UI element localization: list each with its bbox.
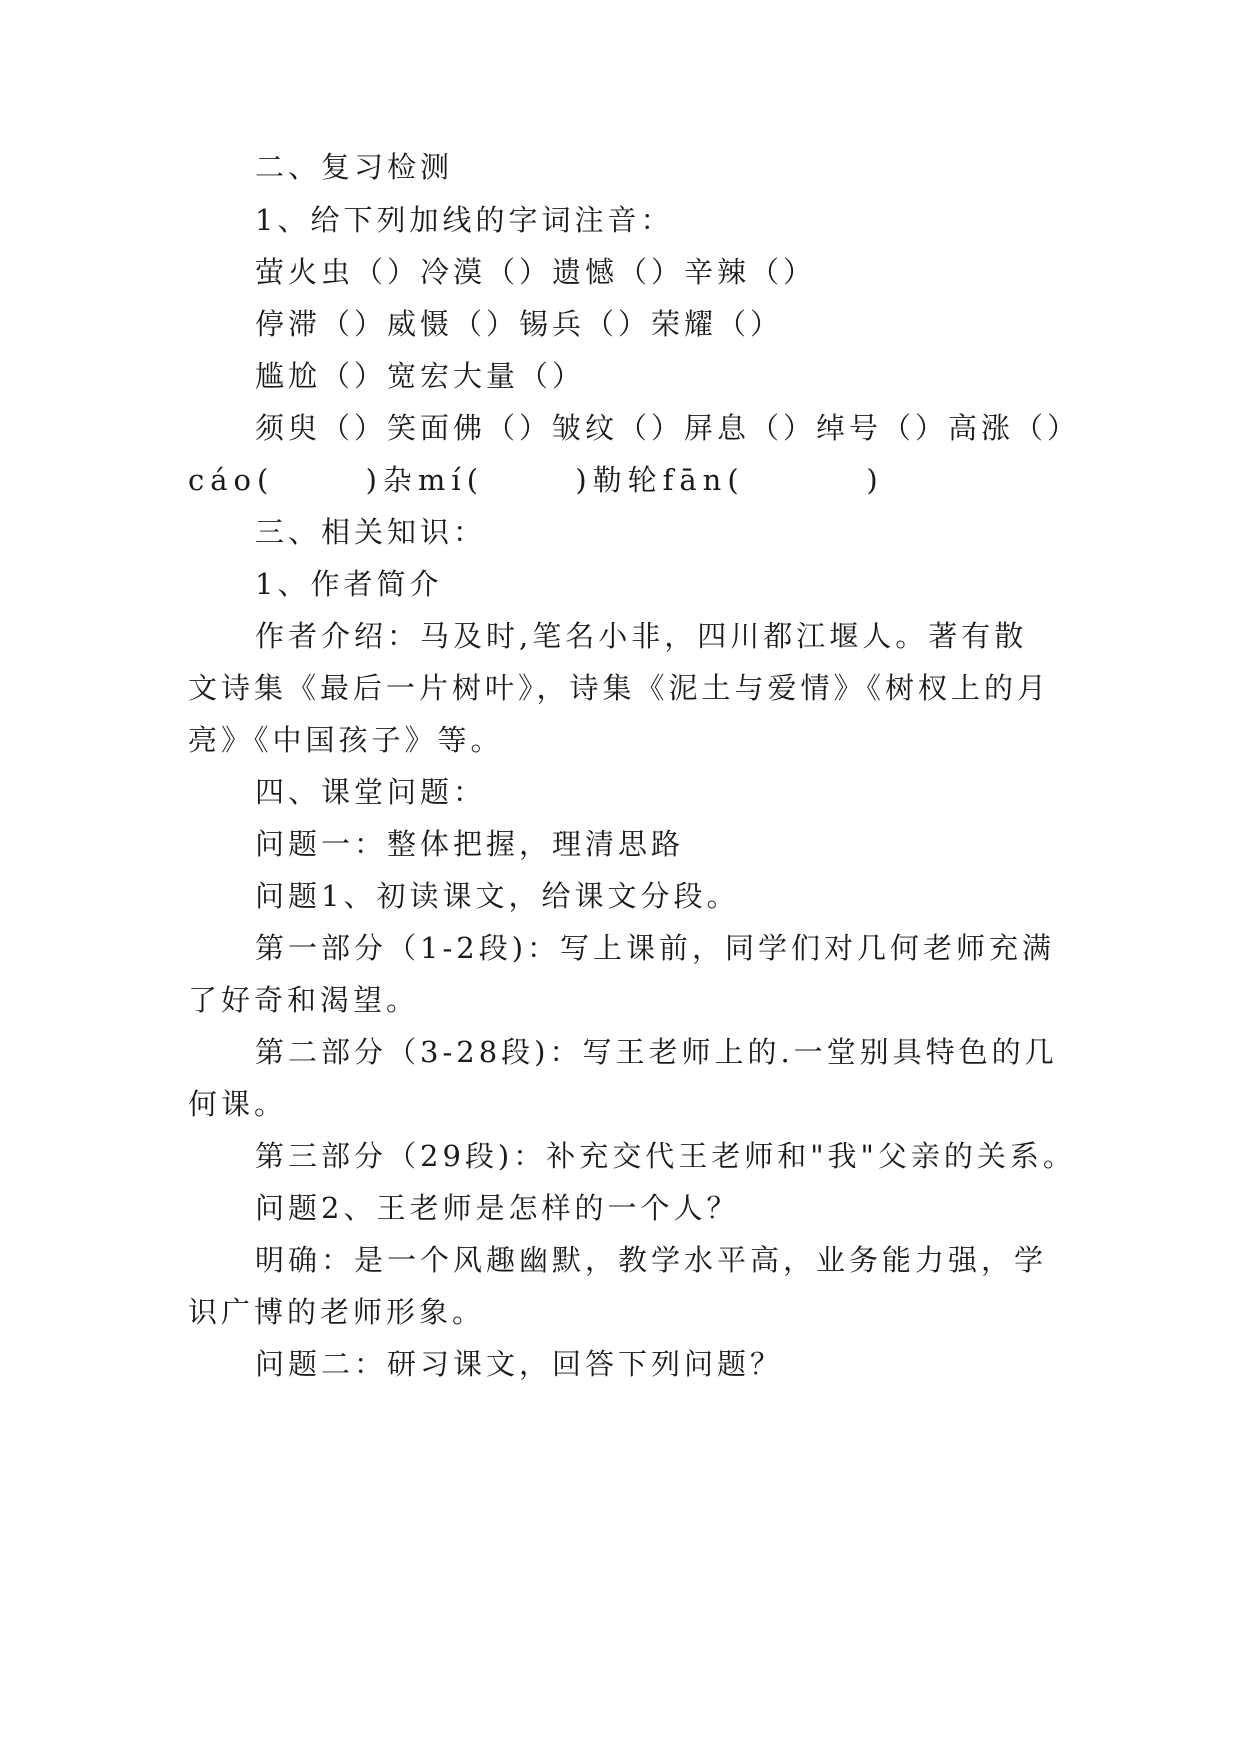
answer-line-1: 明确：是一个风趣幽默，教学水平高，业务能力强，学 bbox=[255, 1243, 1048, 1277]
pinyin-row-2: 停滞（）威慑（）锡兵（）荣耀（） bbox=[255, 307, 784, 341]
subheading-author: 1、作者简介 bbox=[255, 567, 443, 601]
author-intro-line-3: 亮》《中国孩子》等。 bbox=[188, 723, 504, 757]
question-1-segment: 问题1、初读课文，给课文分段。 bbox=[255, 879, 740, 913]
pinyin-row-4: 须臾（）笑面佛（）皱纹（）屏息（）绰号（）高涨（） bbox=[255, 411, 1081, 445]
heading-knowledge: 三、相关知识： bbox=[255, 515, 487, 549]
part-one-line-2: 了好奇和渴望。 bbox=[188, 983, 420, 1017]
part-one-line-1: 第一部分（1-2段)：写上课前，同学们对几何老师充满 bbox=[255, 931, 1056, 965]
author-intro-line-2: 文诗集《最后一片树叶》，诗集《泥土与爱情》《树杈上的月 bbox=[188, 671, 1051, 705]
answer-line-2: 识广博的老师形象。 bbox=[188, 1295, 486, 1329]
question-pinyin: 1、给下列加线的字词注音： bbox=[255, 203, 674, 237]
heading-class-questions: 四、课堂问题： bbox=[255, 775, 487, 809]
pinyin-row-1: 萤火虫（）冷漠（）遗憾（）辛辣（） bbox=[255, 255, 817, 289]
author-intro-line-1: 作者介绍：马及时,笔名小非，四川都江堰人。著有散 bbox=[255, 619, 1028, 653]
question-two: 问题二：研习课文，回答下列问题？ bbox=[255, 1347, 784, 1381]
heading-review: 二、复习检测 bbox=[255, 150, 454, 184]
pinyin-row-3: 尴尬（）宽宏大量（） bbox=[255, 359, 586, 393]
part-three: 第三部分（29段)：补充交代王老师和"我"父亲的关系。 bbox=[255, 1139, 1076, 1173]
pinyin-row-5: cáo( )杂mí( )勒轮fān( ) bbox=[188, 463, 884, 497]
part-two-line-1: 第二部分（3-28段)：写王老师上的.一堂别具特色的几 bbox=[255, 1035, 1058, 1069]
question-2: 问题2、王老师是怎样的一个人？ bbox=[255, 1191, 740, 1225]
question-one: 问题一：整体把握，理清思路 bbox=[255, 827, 685, 861]
part-two-line-2: 何课。 bbox=[188, 1087, 288, 1121]
